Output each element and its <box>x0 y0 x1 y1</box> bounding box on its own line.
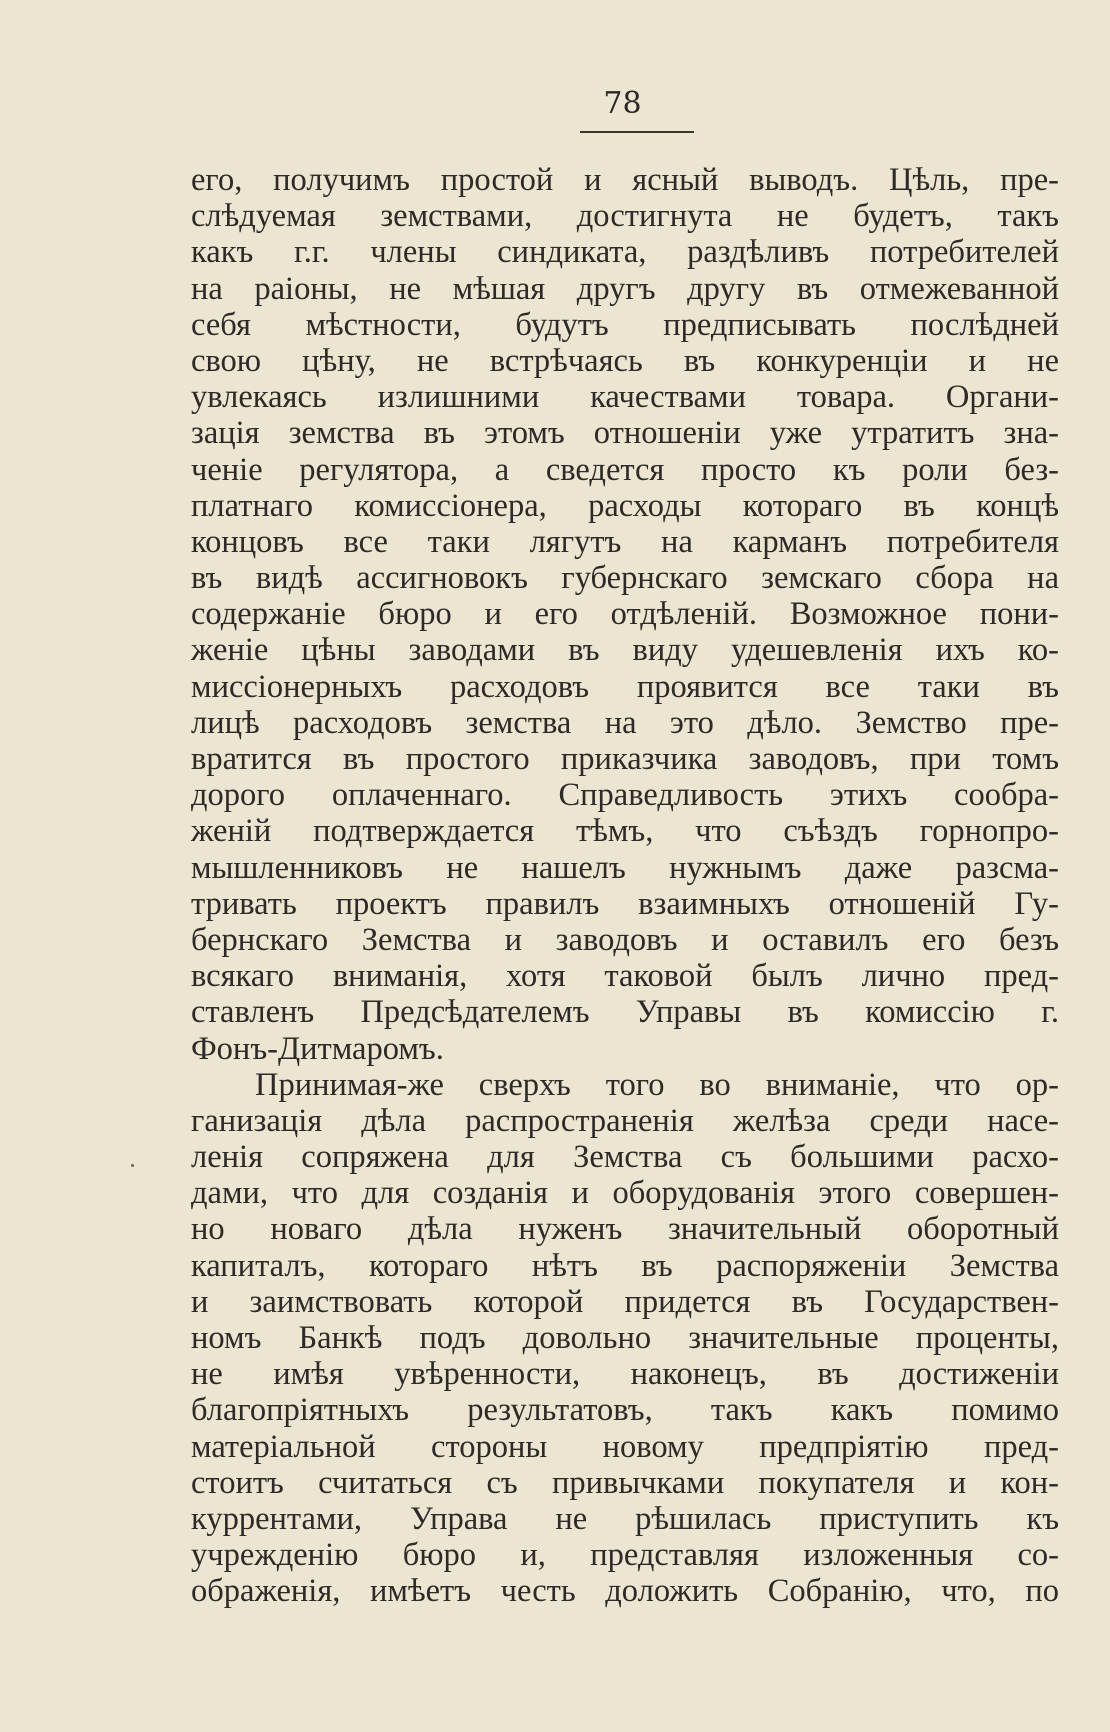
text-line: содержаніе бюро и его отдѣленій. Возможное пони- <box>191 596 1059 633</box>
paragraph-2 <box>191 1067 1059 1610</box>
text-line: себя мѣстности, будутъ предписывать послѣдней <box>191 306 1059 343</box>
text-line: благопріятныхъ результатовъ, такъ какъ помимо <box>191 1392 1059 1429</box>
text-line: номъ Банкѣ подъ довольно значительные проценты, <box>191 1320 1059 1356</box>
text-line: Принимая-же сверхъ того во вниманіе, что ор- <box>255 1066 1059 1103</box>
text-line: платнаго комиссіонера, расходы котораго въ концѣ <box>191 487 1059 524</box>
page-number: 78 <box>603 86 642 121</box>
text-line: и заимствовать которой придется въ Государствен- <box>191 1283 1059 1320</box>
text-line: но новаго дѣла нуженъ значительный оборотный <box>191 1211 1059 1248</box>
text-line: концовъ все таки лягутъ на карманъ потребителя <box>191 523 1059 560</box>
text-line: увлекаясь излишними качествами товара. Органи- <box>191 379 1059 416</box>
text-line: женій подтверждается тѣмъ, что съѣздъ горнопро- <box>191 813 1059 850</box>
text-line: ленія сопряжена для Земства съ большими расхо- <box>191 1139 1059 1176</box>
text-line: матеріальной стороны новому предпріятію пред- <box>191 1428 1059 1465</box>
text-line: Фонъ-Дитмаромъ. <box>191 1030 444 1067</box>
text-line: на раіоны, не мѣшая другъ другу въ отмежеванной <box>191 270 1059 307</box>
text-line: ставленъ Предсѣдателемъ Управы въ комиссію г. <box>191 994 1059 1031</box>
text-line: лицѣ расходовъ земства на это дѣло. Земство пре- <box>191 704 1059 741</box>
body-text <box>191 162 1059 1610</box>
text-line: въ видѣ ассигновокъ губернскаго земскаго сбора на <box>191 560 1059 597</box>
text-line: учрежденію бюро и, представляя изложенныя со- <box>191 1537 1059 1574</box>
text-line: миссіонерныхъ расходовъ проявится все таки въ <box>191 668 1059 705</box>
text-line: капиталъ, котораго нѣтъ въ распоряженіи Земства <box>191 1247 1059 1284</box>
text-line: зація земства въ этомъ отношеніи уже утратитъ зна- <box>191 415 1059 452</box>
text-line: свою цѣну, не встрѣчаясь въ конкуренціи и не <box>191 342 1059 379</box>
text-line: тривать проектъ правилъ взаимныхъ отношеній Гу- <box>191 885 1059 922</box>
text-line: дорого оплаченнаго. Справедливость этихъ сообра- <box>191 777 1059 814</box>
text-line: ображенія, имѣетъ честь доложить Собранію, что, по <box>191 1573 1059 1610</box>
text-line: дами, что для созданія и оборудованія этого совершен- <box>191 1175 1059 1212</box>
text-line: мышленниковъ не нашелъ нужнымъ даже разсма- <box>191 849 1059 886</box>
text-line: бернскаго Земства и заводовъ и оставилъ его безъ <box>191 921 1059 958</box>
text-line: вратится въ простого приказчика заводовъ, при томъ <box>191 741 1059 777</box>
text-line: не имѣя увѣренности, наконецъ, въ достиженіи <box>191 1356 1059 1393</box>
paragraph-1 <box>191 162 1059 1067</box>
margin-speck <box>131 1164 134 1167</box>
text-line: ганизація дѣла распространенія желѣза среди насе- <box>191 1102 1059 1139</box>
text-line: его, получимъ простой и ясный выводъ. Цѣль, пре- <box>191 162 1059 198</box>
text-line: куррентами, Управа не рѣшилась приступить къ <box>191 1500 1059 1537</box>
text-line: стоитъ считаться съ привычками покупателя и кон- <box>191 1464 1059 1501</box>
text-line: слѣдуемая земствами, достигнута не будетъ, такъ <box>191 198 1059 235</box>
page-number-rule <box>580 131 694 133</box>
text-line: всякаго вниманія, хотя таковой былъ лично пред- <box>191 958 1059 995</box>
text-line: женіе цѣны заводами въ виду удешевленія ихъ ко- <box>191 632 1059 669</box>
text-line: какъ г.г. члены синдиката, раздѣливъ потребителей <box>191 234 1059 271</box>
text-line: ченіе регулятора, а сведется просто къ роли без- <box>191 451 1059 488</box>
